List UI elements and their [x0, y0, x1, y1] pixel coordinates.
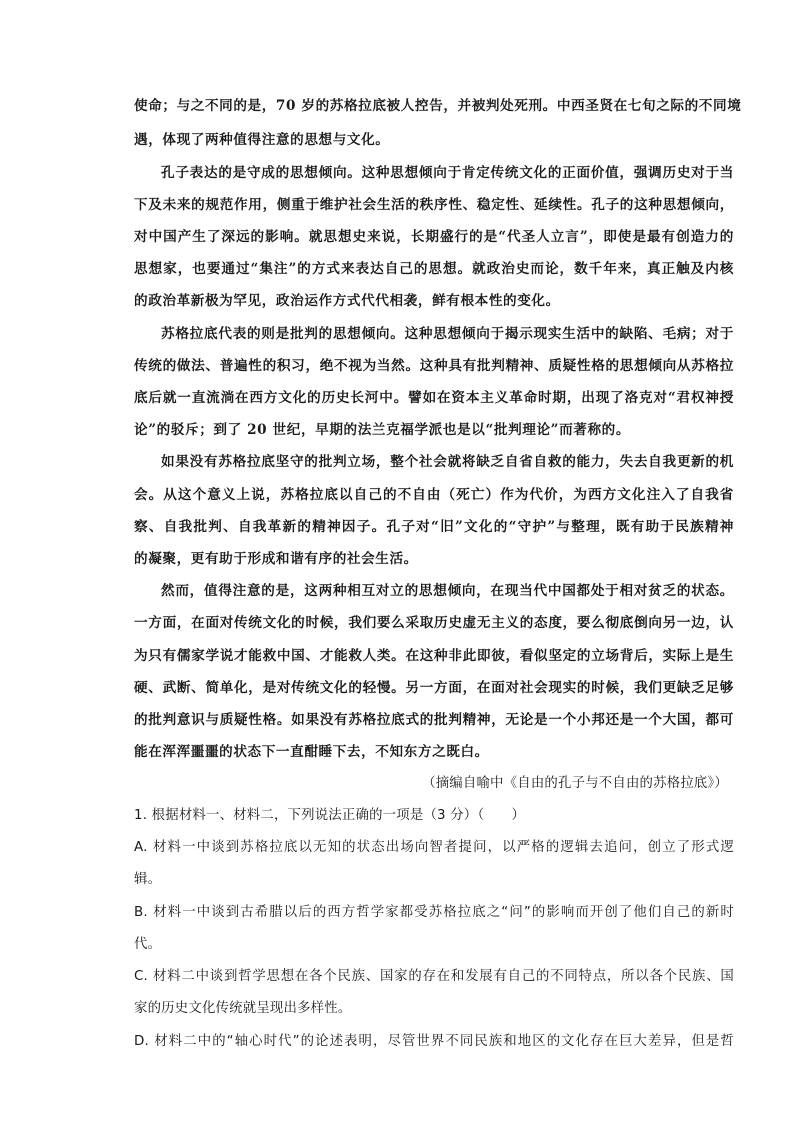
passage-line: 孔子表达的是守成的思想倾向。这种思想倾向于肯定传统文化的正面价值，强调历史对于当	[161, 165, 734, 181]
option-a: A. 材料一中谈到苏格拉底以无知的状态出场向智者提问，以严格的逻辑去追问，创立了形式逻	[134, 840, 734, 855]
passage-line: 使命；与之不同的是，70 岁的苏格拉底被人控告，并被判处死刑。中西圣贤在七旬之际的不同境	[134, 98, 742, 114]
passage-line: 传统的做法、普遍性的积习，绝不视为当然。这种具有批判精神、质疑性格的思想倾向从苏格拉	[134, 358, 734, 374]
option-b-continued: 代。	[134, 937, 162, 952]
passage-line: 能在浑浑噩噩的状态下一直酣睡下去，不知东方之既白。	[134, 744, 489, 760]
passage-line: 为只有儒家学说才能救中国、才能救人类。在这种非此即彼，看似坚定的立场背后，实际上是生	[134, 648, 734, 664]
passage-line: 的政治革新极为罕见，政治运作方式代代相袭，鲜有根本性的变化。	[134, 293, 560, 309]
passage-line: 如果没有苏格拉底坚守的批判立场，整个社会就将缺乏自省自救的能力，失去自我更新的机	[161, 454, 734, 470]
passage-line: 的批判意识与质疑性格。如果没有苏格拉底式的批判精神，无论是一个小邦还是一个大国，都可	[134, 712, 734, 728]
passage-line: 底后就一直流淌在西方文化的历史长河中。譬如在资本主义革命时期，出现了洛克对“君权神授	[134, 390, 734, 406]
option-a-continued: 辑。	[134, 872, 162, 887]
option-d: D. 材料二中的“轴心时代”的论述表明，尽管世界不同民族和地区的文化存在巨大差异，但是哲	[134, 1034, 734, 1049]
passage-line: 下及未来的规范作用，侧重于维护社会生活的秩序性、稳定性、延续性。孔子的这种思想倾向，	[134, 197, 734, 213]
passage-source: （摘编自喻中《自由的孔子与不自由的苏格拉底》）	[422, 776, 728, 791]
passage-line: 思想家，也要通过“集注”的方式来表达自己的思想。就政治史而论，数千年来，真正触及内核	[134, 261, 734, 277]
passage-line: 然而，值得注意的是，这两种相互对立的思想倾向，在现当代中国都处于相对贫乏的状态。	[161, 583, 734, 599]
passage-line: 对中国产生了深远的影响。就思想史来说，长期盛行的是“代圣人立言”，即使是最有创造力的	[134, 229, 734, 245]
passage-line: 察、自我批判、自我革新的精神因子。孔子对“旧”文化的“守护”与整理，既有助于民族精神	[134, 519, 734, 535]
passage-line: 的凝聚，更有助于形成和谐有序的社会生活。	[134, 551, 418, 567]
option-b: B. 材料一中谈到古希腊以后的西方哲学家都受苏格拉底之“问”的影响而开创了他们自己的新时	[134, 905, 734, 920]
option-c-continued: 家的历史文化传统就呈现出多样性。	[134, 1001, 352, 1016]
question-stem: 1. 根据材料一、材料二，下列说法正确的一项是（3 分）（ ）	[134, 808, 526, 823]
option-c: C. 材料二中谈到哲学思想在各个民族、国家的存在和发展有自己的不同特点，所以各个民族、国	[134, 969, 734, 984]
passage-line: 苏格拉底代表的则是批判的思想倾向。这种思想倾向于揭示现实生活中的缺陷、毛病；对于	[161, 326, 734, 342]
passage-line: 会。从这个意义上说，苏格拉底以自己的不自由（死亡）作为代价，为西方文化注入了自我省	[134, 487, 734, 503]
passage-line: 硬、武断、简单化，是对传统文化的轻慢。另一方面，在面对社会现实的时候，我们更缺乏足够	[134, 680, 734, 696]
passage-line: 遇，体现了两种值得注意的思想与文化。	[134, 132, 390, 148]
passage-line: 一方面，在面对传统文化的时候，我们要么采取历史虚无主义的态度，要么彻底倒向另一边，认	[134, 615, 734, 631]
passage-line: 论”的驳斥；到了 20 世纪，早期的法兰克福学派也是以“批判理论”而著称的。	[134, 422, 631, 438]
